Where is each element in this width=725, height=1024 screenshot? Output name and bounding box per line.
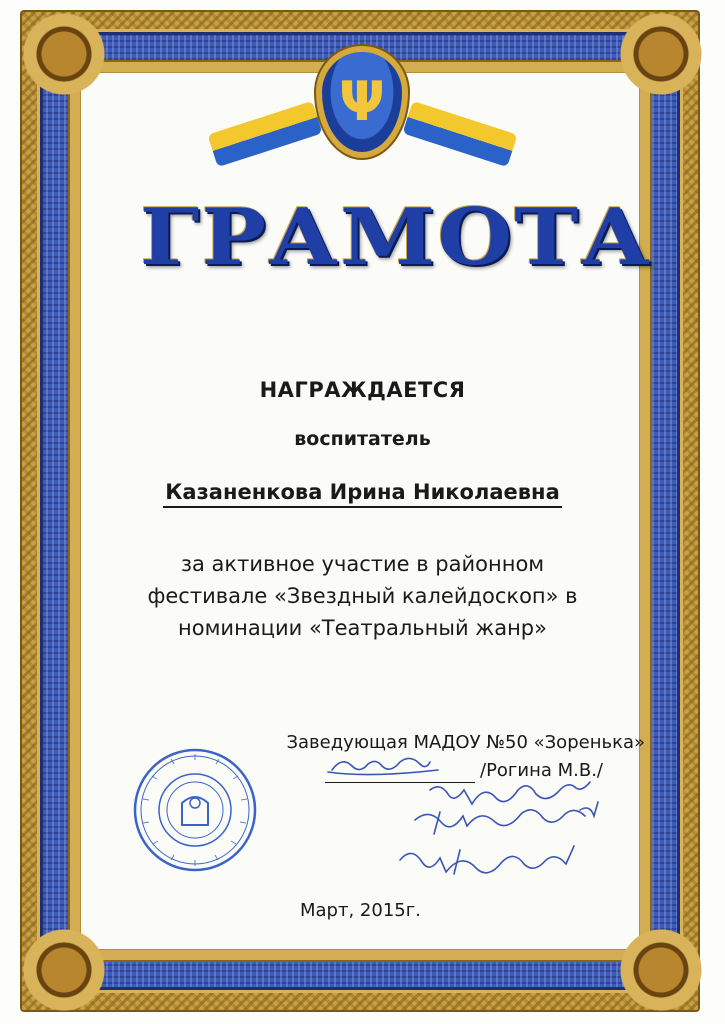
round-stamp-icon [130, 745, 260, 875]
reason-line: за активное участие в районном [180, 552, 545, 576]
recipient-position: воспитатель [294, 428, 431, 450]
director-title: Заведующая МАДОУ №50 «Зоренька» [286, 732, 645, 753]
recipient-name-wrap [120, 480, 605, 504]
recipient-name: Казаненкова Ирина Николаевна [163, 480, 561, 508]
reason-line: фестивале «Звездный калейдоскоп» в [147, 584, 578, 608]
awarded-heading: НАГРАЖДАЕТСЯ [259, 378, 466, 402]
reason-line: номинации «Театральный жанр» [178, 616, 547, 640]
corner-ornament-icon [16, 6, 112, 102]
trident-emblem-icon [322, 52, 402, 152]
corner-ornament-icon [16, 922, 112, 1018]
corner-ornament-icon [613, 922, 709, 1018]
issue-date: Март, 2015г. [300, 900, 421, 921]
award-reason [120, 548, 605, 644]
emblem [250, 22, 475, 182]
trident-icon: Ψ [339, 70, 385, 133]
handwritten-signatures-icon [320, 750, 640, 900]
certificate-title: ГРАМОТА [140, 192, 653, 283]
signer-name: /Рогина М.В./ [480, 760, 603, 781]
corner-ornament-icon [613, 6, 709, 102]
